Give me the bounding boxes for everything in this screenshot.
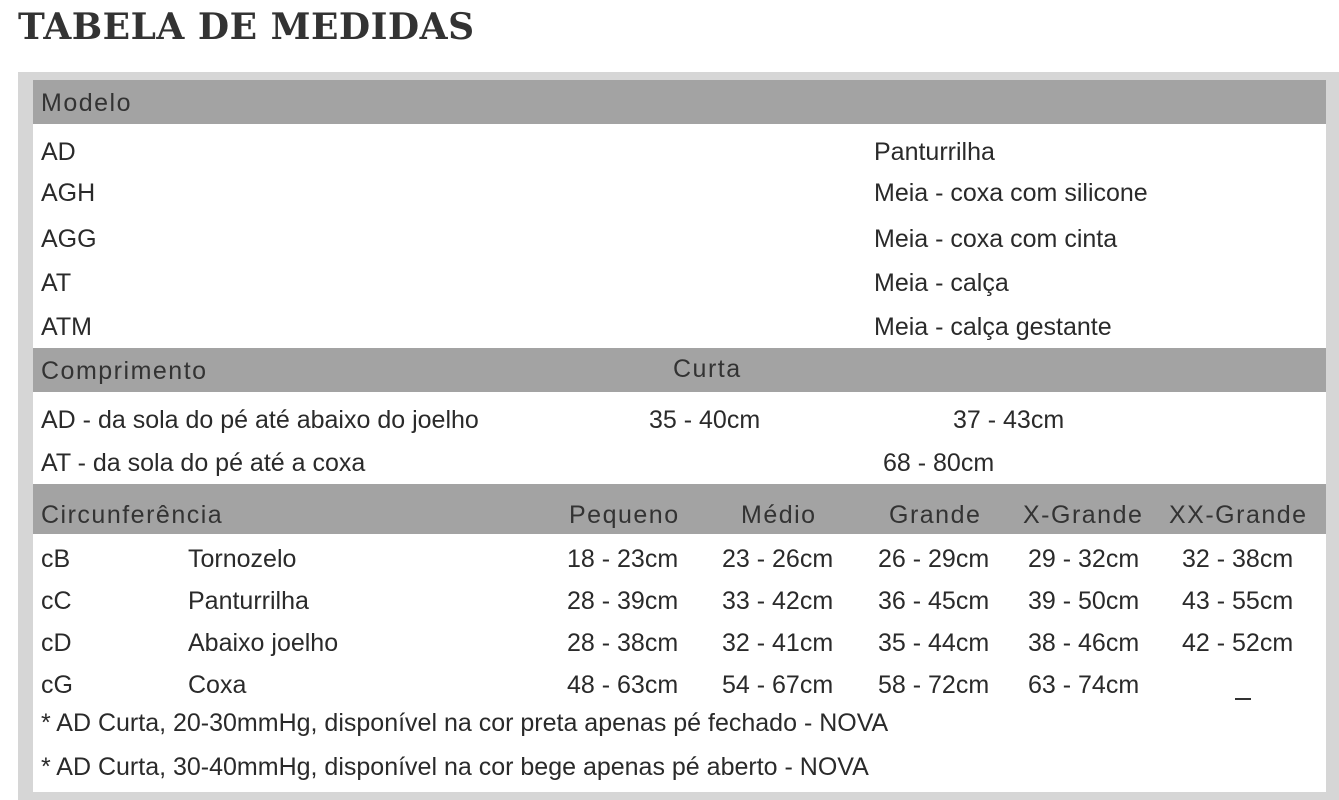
comprimento-value: 37 - 43cm	[953, 406, 1065, 434]
circ-value: 38 - 46cm	[1028, 629, 1140, 657]
modelo-header: Modelo	[41, 89, 132, 117]
footnote: * AD Curta, 30-40mmHg, disponível na cor bege apenas pé aberto - NOVA	[41, 753, 869, 781]
empty-value-dash	[1235, 698, 1251, 700]
modelo-code: AGG	[41, 225, 97, 253]
modelo-header-bar	[33, 80, 1326, 124]
comprimento-col-curta: Curta	[673, 355, 742, 383]
comprimento-label: AT - da sola do pé até a coxa	[41, 449, 366, 477]
circ-value: 42 - 52cm	[1182, 629, 1294, 657]
comprimento-label: AD - da sola do pé até abaixo do joelho	[41, 406, 479, 434]
modelo-code: ATM	[41, 313, 92, 341]
comprimento-value: 68 - 80cm	[883, 449, 995, 477]
circ-value: 28 - 39cm	[567, 587, 679, 615]
size-header: Grande	[889, 501, 982, 529]
circ-value: 33 - 42cm	[722, 587, 834, 615]
circ-code: cC	[41, 587, 72, 615]
measurements-table	[33, 80, 1326, 792]
size-header: Pequeno	[569, 501, 680, 529]
comprimento-value: 35 - 40cm	[649, 406, 761, 434]
circ-value: 32 - 41cm	[722, 629, 834, 657]
circ-code: cB	[41, 545, 71, 573]
modelo-code: AGH	[41, 179, 96, 207]
circ-value: 35 - 44cm	[878, 629, 990, 657]
circ-name: Abaixo joelho	[188, 629, 339, 657]
circ-name: Panturrilha	[188, 587, 309, 615]
circ-value: 54 - 67cm	[722, 671, 834, 699]
circ-value: 63 - 74cm	[1028, 671, 1140, 699]
page-title: TABELA DE MEDIDAS	[18, 6, 475, 48]
modelo-desc: Meia - coxa com silicone	[874, 179, 1148, 207]
circ-name: Coxa	[188, 671, 247, 699]
circ-value: 58 - 72cm	[878, 671, 990, 699]
circ-value: 39 - 50cm	[1028, 587, 1140, 615]
comprimento-header: Comprimento	[41, 357, 208, 385]
circ-value: 43 - 55cm	[1182, 587, 1294, 615]
modelo-desc: Meia - calça gestante	[874, 313, 1112, 341]
modelo-desc: Panturrilha	[874, 138, 995, 166]
circ-value: 29 - 32cm	[1028, 545, 1140, 573]
circ-value: 48 - 63cm	[567, 671, 679, 699]
size-header: X-Grande	[1023, 501, 1144, 529]
circ-value: 26 - 29cm	[878, 545, 990, 573]
circ-value: 36 - 45cm	[878, 587, 990, 615]
modelo-desc: Meia - coxa com cinta	[874, 225, 1118, 253]
circ-value: 23 - 26cm	[722, 545, 834, 573]
size-header: Médio	[741, 501, 817, 529]
circ-value: 32 - 38cm	[1182, 545, 1294, 573]
modelo-desc: Meia - calça	[874, 269, 1009, 297]
circ-value: 28 - 38cm	[567, 629, 679, 657]
circunferencia-header: Circunferência	[41, 501, 224, 529]
circ-code: cG	[41, 671, 73, 699]
circ-name: Tornozelo	[188, 545, 297, 573]
footnote: * AD Curta, 20-30mmHg, disponível na cor preta apenas pé fechado - NOVA	[41, 709, 889, 737]
circ-value: 18 - 23cm	[567, 545, 679, 573]
modelo-code: AT	[41, 269, 72, 297]
circ-code: cD	[41, 629, 72, 657]
modelo-code: AD	[41, 138, 76, 166]
size-header: XX-Grande	[1169, 501, 1308, 529]
